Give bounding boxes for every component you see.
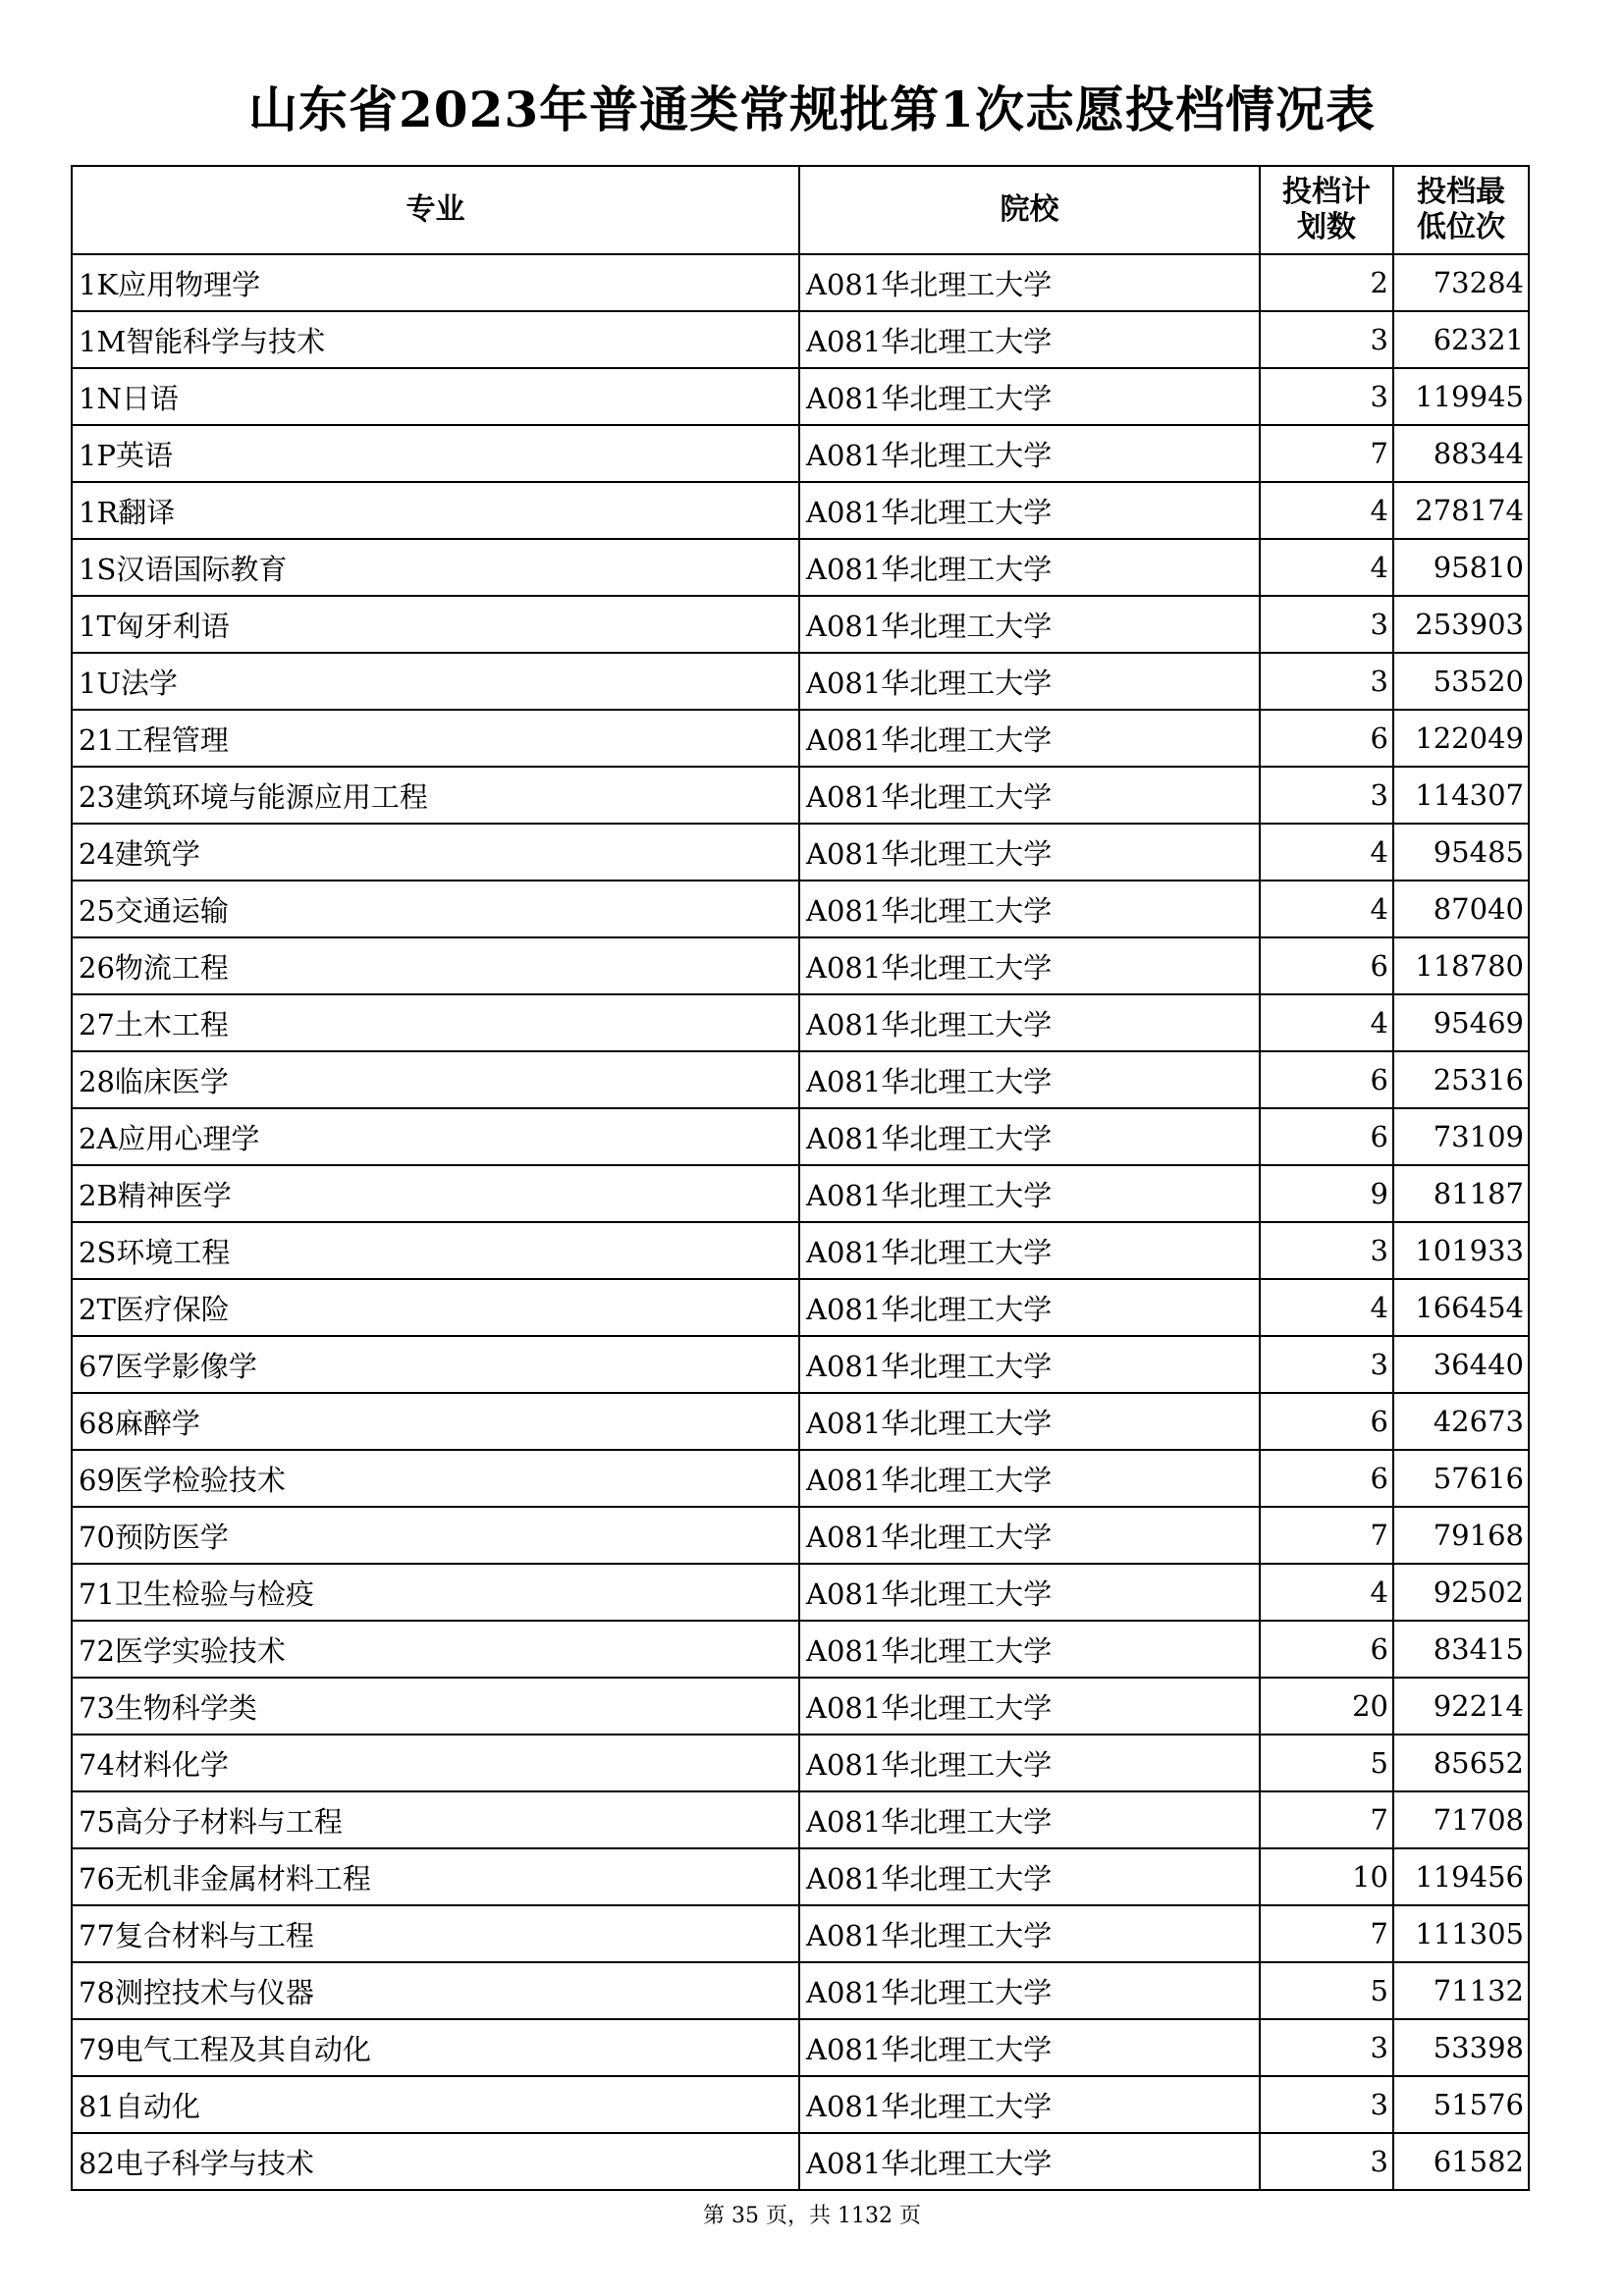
- table-row: [72, 1450, 1529, 1507]
- school-cell: A081华北理工大学: [799, 539, 1260, 596]
- table-row: [72, 482, 1529, 539]
- school-cell: A081华北理工大学: [799, 1791, 1260, 1848]
- major-cell: 28临床医学: [72, 1051, 799, 1108]
- table-row: [72, 937, 1529, 994]
- min-rank-cell: 36440: [1393, 1336, 1529, 1393]
- min-rank-cell: 51576: [1393, 2076, 1529, 2133]
- plan-count-cell: 3: [1260, 2133, 1393, 2190]
- school-cell: A081华北理工大学: [799, 2076, 1260, 2133]
- min-rank-cell: 111305: [1393, 1905, 1529, 1962]
- school-cell: A081华北理工大学: [799, 311, 1260, 368]
- admission-table: [71, 165, 1530, 2191]
- table-header-row: [72, 166, 1529, 254]
- major-cell: 73生物科学类: [72, 1678, 799, 1735]
- plan-count-cell: 5: [1260, 1735, 1393, 1791]
- table-row: [72, 1393, 1529, 1450]
- min-rank-cell: 95469: [1393, 994, 1529, 1051]
- major-cell: 2B精神医学: [72, 1165, 799, 1222]
- school-cell: A081华北理工大学: [799, 710, 1260, 767]
- plan-count-cell: 2: [1260, 254, 1393, 311]
- major-cell: 25交通运输: [72, 881, 799, 937]
- major-cell: 1U法学: [72, 653, 799, 710]
- school-cell: A081华北理工大学: [799, 824, 1260, 881]
- school-cell: A081华北理工大学: [799, 596, 1260, 653]
- major-cell: 68麻醉学: [72, 1393, 799, 1450]
- major-cell: 1K应用物理学: [72, 254, 799, 311]
- major-cell: 75高分子材料与工程: [72, 1791, 799, 1848]
- plan-count-cell: 4: [1260, 482, 1393, 539]
- school-cell: A081华北理工大学: [799, 1336, 1260, 1393]
- school-cell: A081华北理工大学: [799, 1678, 1260, 1735]
- plan-count-cell: 7: [1260, 1905, 1393, 1962]
- table-row: [72, 1905, 1529, 1962]
- table-row: [72, 1507, 1529, 1564]
- school-cell: A081华北理工大学: [799, 1848, 1260, 1905]
- min-rank-cell: 85652: [1393, 1735, 1529, 1791]
- min-rank-cell: 53520: [1393, 653, 1529, 710]
- header-rank-line2: 低位次: [1417, 210, 1505, 244]
- plan-count-cell: 4: [1260, 994, 1393, 1051]
- min-rank-cell: 73284: [1393, 254, 1529, 311]
- min-rank-cell: 253903: [1393, 596, 1529, 653]
- min-rank-cell: 87040: [1393, 881, 1529, 937]
- school-cell: A081华北理工大学: [799, 482, 1260, 539]
- table-row: [72, 653, 1529, 710]
- major-cell: 78测控技术与仪器: [72, 1962, 799, 2019]
- header-plan-line2: 划数: [1297, 210, 1356, 244]
- major-cell: 1T匈牙利语: [72, 596, 799, 653]
- major-cell: 1N日语: [72, 368, 799, 425]
- major-cell: 27土木工程: [72, 994, 799, 1051]
- school-cell: A081华北理工大学: [799, 1051, 1260, 1108]
- major-cell: 23建筑环境与能源应用工程: [72, 767, 799, 824]
- table-row: [72, 539, 1529, 596]
- major-cell: 74材料化学: [72, 1735, 799, 1791]
- school-cell: A081华北理工大学: [799, 2133, 1260, 2190]
- plan-count-cell: 9: [1260, 1165, 1393, 1222]
- table-row: [72, 824, 1529, 881]
- major-cell: 1S汉语国际教育: [72, 539, 799, 596]
- min-rank-cell: 92214: [1393, 1678, 1529, 1735]
- min-rank-cell: 57616: [1393, 1450, 1529, 1507]
- major-cell: 21工程管理: [72, 710, 799, 767]
- plan-count-cell: 6: [1260, 1621, 1393, 1678]
- min-rank-cell: 101933: [1393, 1222, 1529, 1279]
- plan-count-cell: 3: [1260, 2019, 1393, 2076]
- min-rank-cell: 118780: [1393, 937, 1529, 994]
- table-row: [72, 2076, 1529, 2133]
- min-rank-cell: 278174: [1393, 482, 1529, 539]
- school-cell: A081华北理工大学: [799, 1450, 1260, 1507]
- major-cell: 69医学检验技术: [72, 1450, 799, 1507]
- major-cell: 76无机非金属材料工程: [72, 1848, 799, 1905]
- min-rank-cell: 92502: [1393, 1564, 1529, 1621]
- header-rank-line1: 投档最: [1417, 175, 1505, 209]
- page-footer: 第 35 页，共 1132 页: [703, 2204, 921, 2228]
- header-plan: [1260, 166, 1393, 254]
- table-row: [72, 2019, 1529, 2076]
- major-cell: 67医学影像学: [72, 1336, 799, 1393]
- table-row: [72, 1336, 1529, 1393]
- major-cell: 81自动化: [72, 2076, 799, 2133]
- plan-count-cell: 3: [1260, 1336, 1393, 1393]
- min-rank-cell: 88344: [1393, 425, 1529, 482]
- major-cell: 1M智能科学与技术: [72, 311, 799, 368]
- school-cell: A081华北理工大学: [799, 994, 1260, 1051]
- table-row: [72, 1279, 1529, 1336]
- plan-count-cell: 10: [1260, 1848, 1393, 1905]
- table-row: [72, 994, 1529, 1051]
- school-cell: A081华北理工大学: [799, 1507, 1260, 1564]
- school-cell: A081华北理工大学: [799, 937, 1260, 994]
- table-row: [72, 1222, 1529, 1279]
- min-rank-cell: 95485: [1393, 824, 1529, 881]
- school-cell: A081华北理工大学: [799, 1621, 1260, 1678]
- plan-count-cell: 6: [1260, 710, 1393, 767]
- major-cell: 72医学实验技术: [72, 1621, 799, 1678]
- school-cell: A081华北理工大学: [799, 881, 1260, 937]
- major-cell: 26物流工程: [72, 937, 799, 994]
- school-cell: A081华北理工大学: [799, 1393, 1260, 1450]
- min-rank-cell: 166454: [1393, 1279, 1529, 1336]
- min-rank-cell: 83415: [1393, 1621, 1529, 1678]
- school-cell: A081华北理工大学: [799, 368, 1260, 425]
- min-rank-cell: 73109: [1393, 1108, 1529, 1165]
- table-row: [72, 1735, 1529, 1791]
- table-row: [72, 1108, 1529, 1165]
- plan-count-cell: 7: [1260, 1791, 1393, 1848]
- table-row: [72, 1165, 1529, 1222]
- table-row: [72, 1791, 1529, 1848]
- school-cell: A081华北理工大学: [799, 1108, 1260, 1165]
- table-row: [72, 1621, 1529, 1678]
- table-row: [72, 1962, 1529, 2019]
- plan-count-cell: 5: [1260, 1962, 1393, 2019]
- plan-count-cell: 4: [1260, 881, 1393, 937]
- plan-count-cell: 3: [1260, 596, 1393, 653]
- min-rank-cell: 53398: [1393, 2019, 1529, 2076]
- major-cell: 24建筑学: [72, 824, 799, 881]
- table-row: [72, 1051, 1529, 1108]
- school-cell: A081华北理工大学: [799, 767, 1260, 824]
- plan-count-cell: 3: [1260, 311, 1393, 368]
- plan-count-cell: 6: [1260, 937, 1393, 994]
- major-cell: 70预防医学: [72, 1507, 799, 1564]
- plan-count-cell: 20: [1260, 1678, 1393, 1735]
- min-rank-cell: 61582: [1393, 2133, 1529, 2190]
- plan-count-cell: 3: [1260, 767, 1393, 824]
- school-cell: A081华北理工大学: [799, 653, 1260, 710]
- table-row: [72, 710, 1529, 767]
- min-rank-cell: 25316: [1393, 1051, 1529, 1108]
- table-row: [72, 254, 1529, 311]
- min-rank-cell: 71708: [1393, 1791, 1529, 1848]
- school-cell: A081华北理工大学: [799, 425, 1260, 482]
- min-rank-cell: 81187: [1393, 1165, 1529, 1222]
- plan-count-cell: 6: [1260, 1393, 1393, 1450]
- school-cell: A081华北理工大学: [799, 1905, 1260, 1962]
- min-rank-cell: 119456: [1393, 1848, 1529, 1905]
- major-cell: 71卫生检验与检疫: [72, 1564, 799, 1621]
- school-cell: A081华北理工大学: [799, 1564, 1260, 1621]
- table-row: [72, 1564, 1529, 1621]
- table-row: [72, 1848, 1529, 1905]
- header-major: 专业: [72, 166, 799, 254]
- plan-count-cell: 4: [1260, 1564, 1393, 1621]
- header-school: 院校: [799, 166, 1260, 254]
- major-cell: 2S环境工程: [72, 1222, 799, 1279]
- min-rank-cell: 122049: [1393, 710, 1529, 767]
- plan-count-cell: 6: [1260, 1051, 1393, 1108]
- table-row: [72, 311, 1529, 368]
- min-rank-cell: 79168: [1393, 1507, 1529, 1564]
- plan-count-cell: 7: [1260, 1507, 1393, 1564]
- major-cell: 1P英语: [72, 425, 799, 482]
- school-cell: A081华北理工大学: [799, 1165, 1260, 1222]
- table-row: [72, 2133, 1529, 2190]
- school-cell: A081华北理工大学: [799, 1222, 1260, 1279]
- min-rank-cell: 71132: [1393, 1962, 1529, 2019]
- plan-count-cell: 4: [1260, 824, 1393, 881]
- school-cell: A081华北理工大学: [799, 1735, 1260, 1791]
- min-rank-cell: 119945: [1393, 368, 1529, 425]
- major-cell: 77复合材料与工程: [72, 1905, 799, 1962]
- min-rank-cell: 95810: [1393, 539, 1529, 596]
- min-rank-cell: 114307: [1393, 767, 1529, 824]
- table-row: [72, 881, 1529, 937]
- min-rank-cell: 42673: [1393, 1393, 1529, 1450]
- major-cell: 79电气工程及其自动化: [72, 2019, 799, 2076]
- major-cell: 1R翻译: [72, 482, 799, 539]
- plan-count-cell: 3: [1260, 2076, 1393, 2133]
- table-body: [72, 254, 1529, 2190]
- plan-count-cell: 4: [1260, 539, 1393, 596]
- school-cell: A081华北理工大学: [799, 2019, 1260, 2076]
- plan-count-cell: 6: [1260, 1108, 1393, 1165]
- school-cell: A081华北理工大学: [799, 1279, 1260, 1336]
- major-cell: 2A应用心理学: [72, 1108, 799, 1165]
- school-cell: A081华北理工大学: [799, 1962, 1260, 2019]
- table-row: [72, 368, 1529, 425]
- plan-count-cell: 7: [1260, 425, 1393, 482]
- header-rank: [1393, 166, 1529, 254]
- major-cell: 2T医疗保险: [72, 1279, 799, 1336]
- plan-count-cell: 3: [1260, 368, 1393, 425]
- table-row: [72, 767, 1529, 824]
- plan-count-cell: 3: [1260, 1222, 1393, 1279]
- major-cell: 82电子科学与技术: [72, 2133, 799, 2190]
- table-row: [72, 425, 1529, 482]
- table-row: [72, 1678, 1529, 1735]
- school-cell: A081华北理工大学: [799, 254, 1260, 311]
- plan-count-cell: 3: [1260, 653, 1393, 710]
- min-rank-cell: 62321: [1393, 311, 1529, 368]
- header-plan-line1: 投档计: [1282, 175, 1371, 209]
- page-title: 山东省2023年普通类常规批第1次志愿投档情况表: [248, 80, 1376, 138]
- plan-count-cell: 6: [1260, 1450, 1393, 1507]
- table-row: [72, 596, 1529, 653]
- plan-count-cell: 4: [1260, 1279, 1393, 1336]
